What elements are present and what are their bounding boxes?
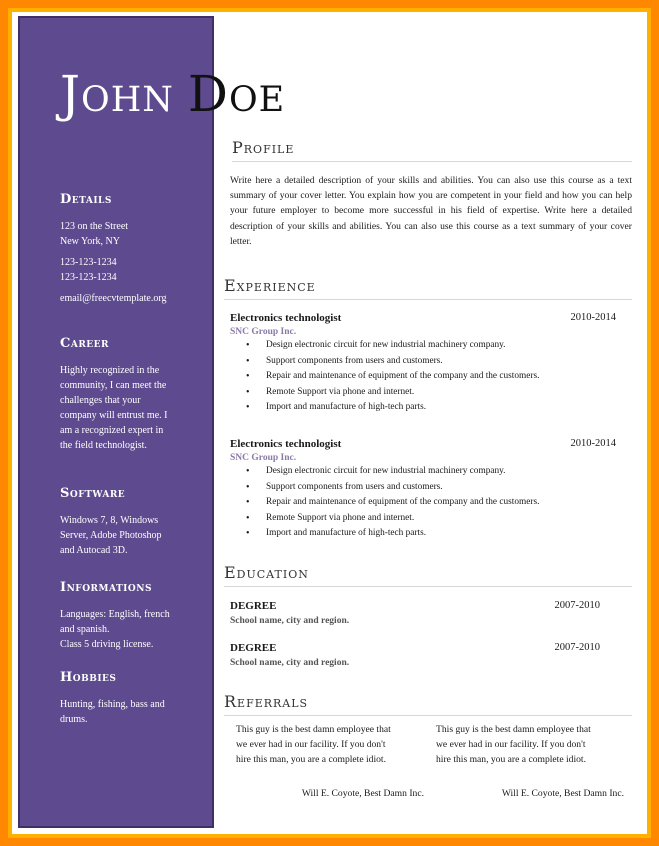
education-entry	[230, 600, 600, 626]
software-line: Server, Adobe Photoshop	[60, 530, 162, 541]
referral-line: This guy is the best damn employee that	[236, 724, 391, 735]
education-heading: Education	[224, 563, 309, 582]
education-divider	[224, 586, 632, 587]
duty-item: • Design electronic circuit for new industrial machinery company.	[230, 338, 616, 354]
informations-section	[60, 580, 200, 652]
duty-item: • Remote Support via phone and internet.	[230, 511, 616, 527]
referral-line: hire this man, you are a complete idiot.	[236, 754, 386, 766]
experience-divider	[224, 299, 632, 300]
duty-item: • Support components from users and customers.	[230, 354, 616, 370]
resume-name	[60, 66, 285, 122]
job-years: 2010-2014	[570, 438, 616, 449]
duty-item: • Design electronic circuit for new industrial machinery company.	[230, 464, 616, 480]
informations-line: Class 5 driving license.	[60, 639, 154, 650]
job-company: SNC Group Inc.	[230, 327, 297, 337]
referrals-divider	[224, 715, 632, 716]
software-section	[60, 486, 200, 558]
career-line: Highly recognized in the	[60, 365, 160, 376]
job-duties	[230, 338, 616, 416]
job-entry	[230, 312, 616, 416]
profile-divider	[232, 161, 632, 162]
referrals-heading: Referrals	[224, 692, 309, 711]
software-line: Windows 7, 8, Windows	[60, 515, 159, 526]
referral-line: we ever had in our facility. If you don't	[436, 739, 586, 751]
duty-item: • Support components from users and customers.	[230, 480, 616, 496]
address-line-2: New York, NY	[60, 236, 121, 247]
career-line: challenges that your	[60, 395, 141, 406]
career-line: am a recognized expert in	[60, 425, 164, 436]
referral-item	[436, 722, 624, 801]
hobbies-section	[60, 670, 200, 727]
informations-heading: Informations	[60, 580, 152, 595]
duty-item: • Repair and maintenance of equipment of the company and the customers.	[230, 369, 616, 385]
career-heading: Career	[60, 336, 110, 351]
job-entry	[230, 438, 616, 542]
software-line: and Autocad 3D.	[60, 545, 128, 556]
details-heading: Details	[60, 192, 112, 207]
degree-years: 2007-2010	[554, 600, 600, 611]
duty-item: • Repair and maintenance of equipment of the company and the customers.	[230, 495, 616, 511]
software-heading: Software	[60, 486, 126, 501]
main-content	[214, 16, 638, 828]
job-duties	[230, 464, 616, 542]
email-text: email@freecvtemplate.org	[60, 293, 167, 304]
referral-line: hire this man, you are a complete idiot.	[436, 754, 586, 766]
informations-line: and spanish.	[60, 624, 110, 635]
first-name: John	[60, 65, 174, 123]
profile-text: Write here a detailed description of your skills and abilities. You can also use this course as a text summary of your cover letter. You explain how you are competent in your field and how you can help your future employer to become more successful in his field of expertise. Write here a detailed description of your skills and abilities. You can also use this course as a text summary of your cover letter.	[230, 175, 632, 247]
career-line: community, I can meet the	[60, 380, 167, 391]
career-section	[60, 336, 200, 453]
referral-line: we ever had in our facility. If you don't	[236, 739, 386, 751]
last-name: Doe	[187, 65, 286, 123]
school-name: School name, city and region.	[230, 658, 350, 668]
job-company: SNC Group Inc.	[230, 453, 297, 463]
degree-title: DEGREE	[230, 600, 277, 612]
sidebar	[18, 16, 214, 828]
hobbies-line: drums.	[60, 714, 88, 725]
details-section	[60, 192, 200, 306]
referral-line: This guy is the best damn employee that	[436, 724, 591, 735]
phone-2: 123-123-1234	[60, 272, 117, 283]
duty-item: • Remote Support via phone and internet.	[230, 385, 616, 401]
education-entry	[230, 642, 600, 668]
degree-years: 2007-2010	[554, 642, 600, 653]
referral-item	[236, 722, 424, 801]
job-years: 2010-2014	[570, 312, 616, 323]
career-line: the field technologist.	[60, 440, 147, 451]
school-name: School name, city and region.	[230, 616, 350, 626]
hobbies-heading: Hobbies	[60, 670, 117, 685]
resume-page	[18, 16, 638, 828]
experience-heading: Experience	[224, 276, 316, 295]
phone-1: 123-123-1234	[60, 257, 117, 268]
duty-item: • Import and manufacture of high-tech parts.	[230, 526, 616, 542]
job-title: Electronics technologist	[230, 312, 342, 324]
duty-item: • Import and manufacture of high-tech parts.	[230, 400, 616, 416]
profile-heading: Profile	[232, 138, 295, 157]
job-title: Electronics technologist	[230, 438, 342, 450]
referral-author: Will E. Coyote, Best Damn Inc.	[301, 787, 424, 799]
hobbies-line: Hunting, fishing, bass and	[60, 699, 165, 710]
career-line: company will entrust me. I	[60, 410, 168, 421]
referral-author: Will E. Coyote, Best Damn Inc.	[501, 787, 624, 799]
address-line-1: 123 on the Street	[60, 221, 129, 232]
informations-line: Languages: English, french	[60, 609, 170, 620]
degree-title: DEGREE	[230, 642, 277, 654]
